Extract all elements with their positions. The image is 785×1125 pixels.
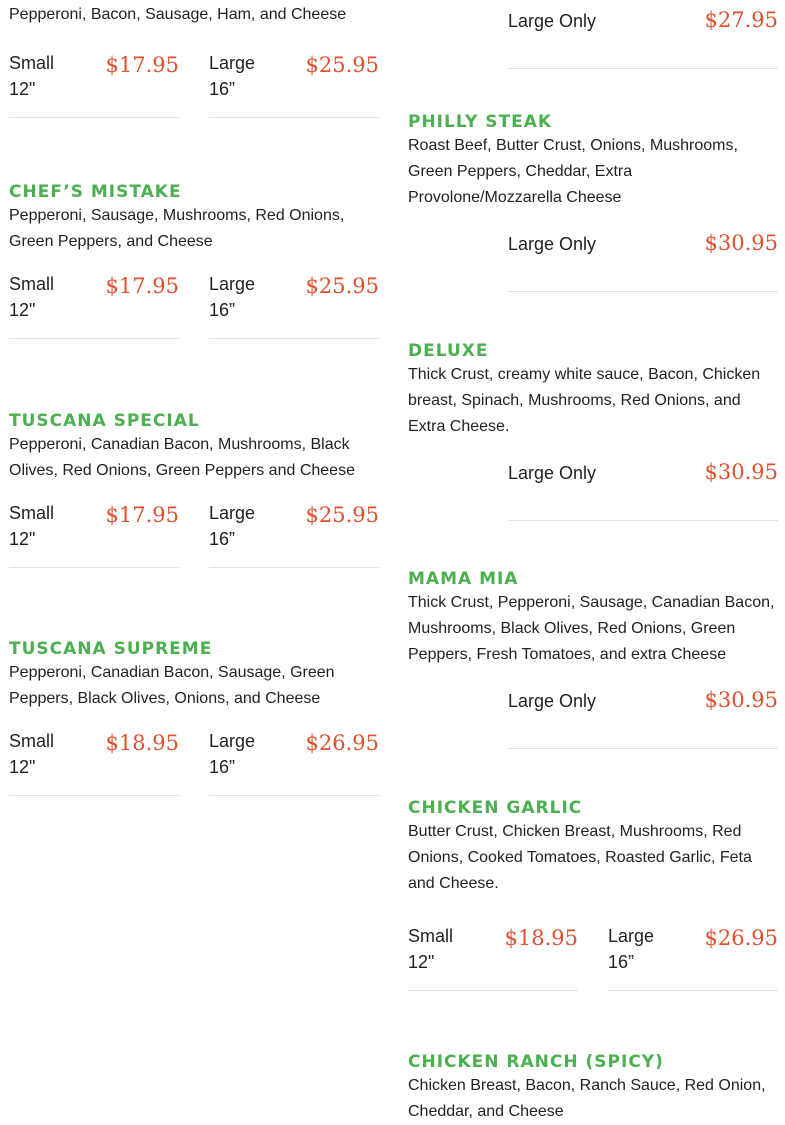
price: $17.95 <box>105 503 179 527</box>
size-inches: 12" <box>408 952 435 972</box>
item-title: CHICKEN RANCH (SPICY) <box>408 1052 664 1072</box>
item-title: CHICKEN GARLIC <box>408 798 583 818</box>
size-label: Small <box>9 731 55 751</box>
large-price-option[interactable] <box>209 502 379 568</box>
menu-item-philly-steak <box>408 111 778 301</box>
small-price-option[interactable] <box>9 730 179 796</box>
large-price-option[interactable] <box>209 730 379 796</box>
menu-item-tuscana-supreme <box>9 638 379 800</box>
large-price-option[interactable] <box>209 273 379 339</box>
large-only-price-option[interactable] <box>508 460 778 521</box>
menu-item-chefs-mistake <box>9 181 379 343</box>
size-label: Large Only <box>508 691 597 711</box>
size-label: Large <box>209 503 256 523</box>
price: $18.95 <box>105 731 179 755</box>
size-inches: 12" <box>9 757 36 777</box>
menu-item-deluxe <box>408 340 778 530</box>
item-description: Chicken Breast, Bacon, Ranch Sauce, Red Onion, Cheddar, and Cheese <box>408 1077 766 1120</box>
size-inches: 16” <box>608 952 635 972</box>
size-label: Large <box>209 53 256 73</box>
small-price-option[interactable] <box>9 52 179 118</box>
price: $17.95 <box>105 53 179 77</box>
item-description: Thick Crust, creamy white sauce, Bacon, Chicken breast, Spinach, Mushrooms, Red Onions, and Extra Cheese. <box>408 366 761 435</box>
price: $17.95 <box>105 274 179 298</box>
item-description: Roast Beef, Butter Crust, Onions, Mushrooms, Green Peppers, Cheddar, Extra Provolone/Mozzarella Cheese <box>408 137 738 206</box>
size-inches: 16” <box>209 300 236 320</box>
size-label: Large Only <box>508 234 597 254</box>
price: $18.95 <box>504 926 578 950</box>
price: $30.95 <box>704 460 778 484</box>
small-price-option[interactable] <box>408 925 578 991</box>
small-price-option[interactable] <box>9 273 179 339</box>
menu-item-chicken-ranch <box>408 1051 778 1125</box>
item-title: DELUXE <box>408 341 489 361</box>
large-only-price-option[interactable] <box>508 688 778 749</box>
item-title: CHEF’S MISTAKE <box>9 182 182 202</box>
menu-item-mama-mia <box>408 568 778 758</box>
size-inches: 12" <box>9 300 36 320</box>
item-description: Thick Crust, Pepperoni, Sausage, Canadian Bacon, Mushrooms, Black Olives, Red Onions, Green Peppers, Fresh Tomatoes, and extra Cheese <box>408 594 775 663</box>
item-description: Pepperoni, Canadian Bacon, Mushrooms, Black Olives, Red Onions, Green Peppers and Cheese <box>9 436 355 479</box>
price: $30.95 <box>704 688 778 712</box>
item-title: TUSCANA SUPREME <box>9 639 213 659</box>
item-title: PHILLY STEAK <box>408 112 553 132</box>
price: $30.95 <box>704 231 778 255</box>
price: $25.95 <box>305 503 379 527</box>
menu-item-top-right <box>408 8 778 78</box>
size-label: Large <box>209 274 256 294</box>
price: $26.95 <box>704 926 778 950</box>
size-inches: 12" <box>9 79 36 99</box>
menu-item-chicken-garlic <box>408 797 778 995</box>
item-description: Butter Crust, Chicken Breast, Mushrooms, Red Onions, Cooked Tomatoes, Roasted Garlic, Feta and Cheese. <box>408 823 752 892</box>
size-label: Small <box>9 274 55 294</box>
price: $25.95 <box>305 53 379 77</box>
size-label: Large Only <box>508 11 597 31</box>
item-description: Pepperoni, Canadian Bacon, Sausage, Green Peppers, Black Olives, Onions, and Cheese <box>9 664 335 707</box>
size-inches: 12" <box>9 529 36 549</box>
item-title: TUSCANA SPECIAL <box>9 411 200 431</box>
size-label: Large Only <box>508 463 597 483</box>
price: $26.95 <box>305 731 379 755</box>
size-inches: 16” <box>209 757 236 777</box>
size-inches: 16” <box>209 79 236 99</box>
item-description: Pepperoni, Bacon, Sausage, Ham, and Cheese <box>9 6 347 23</box>
menu-item-top-left <box>9 2 379 122</box>
price: $27.95 <box>704 8 778 32</box>
size-label: Large <box>608 926 655 946</box>
size-label: Small <box>9 53 55 73</box>
item-description: Pepperoni, Sausage, Mushrooms, Red Onions, Green Peppers, and Cheese <box>9 207 345 250</box>
large-price-option[interactable] <box>608 925 778 991</box>
size-label: Small <box>408 926 454 946</box>
large-only-price-option[interactable] <box>508 8 778 69</box>
size-label: Small <box>9 503 55 523</box>
price: $25.95 <box>305 274 379 298</box>
item-title: MAMA MIA <box>408 569 519 589</box>
large-only-price-option[interactable] <box>508 231 778 292</box>
size-label: Large <box>209 731 256 751</box>
large-price-option[interactable] <box>209 52 379 118</box>
small-price-option[interactable] <box>9 502 179 568</box>
size-inches: 16” <box>209 529 236 549</box>
menu-item-tuscana-special <box>9 410 379 572</box>
